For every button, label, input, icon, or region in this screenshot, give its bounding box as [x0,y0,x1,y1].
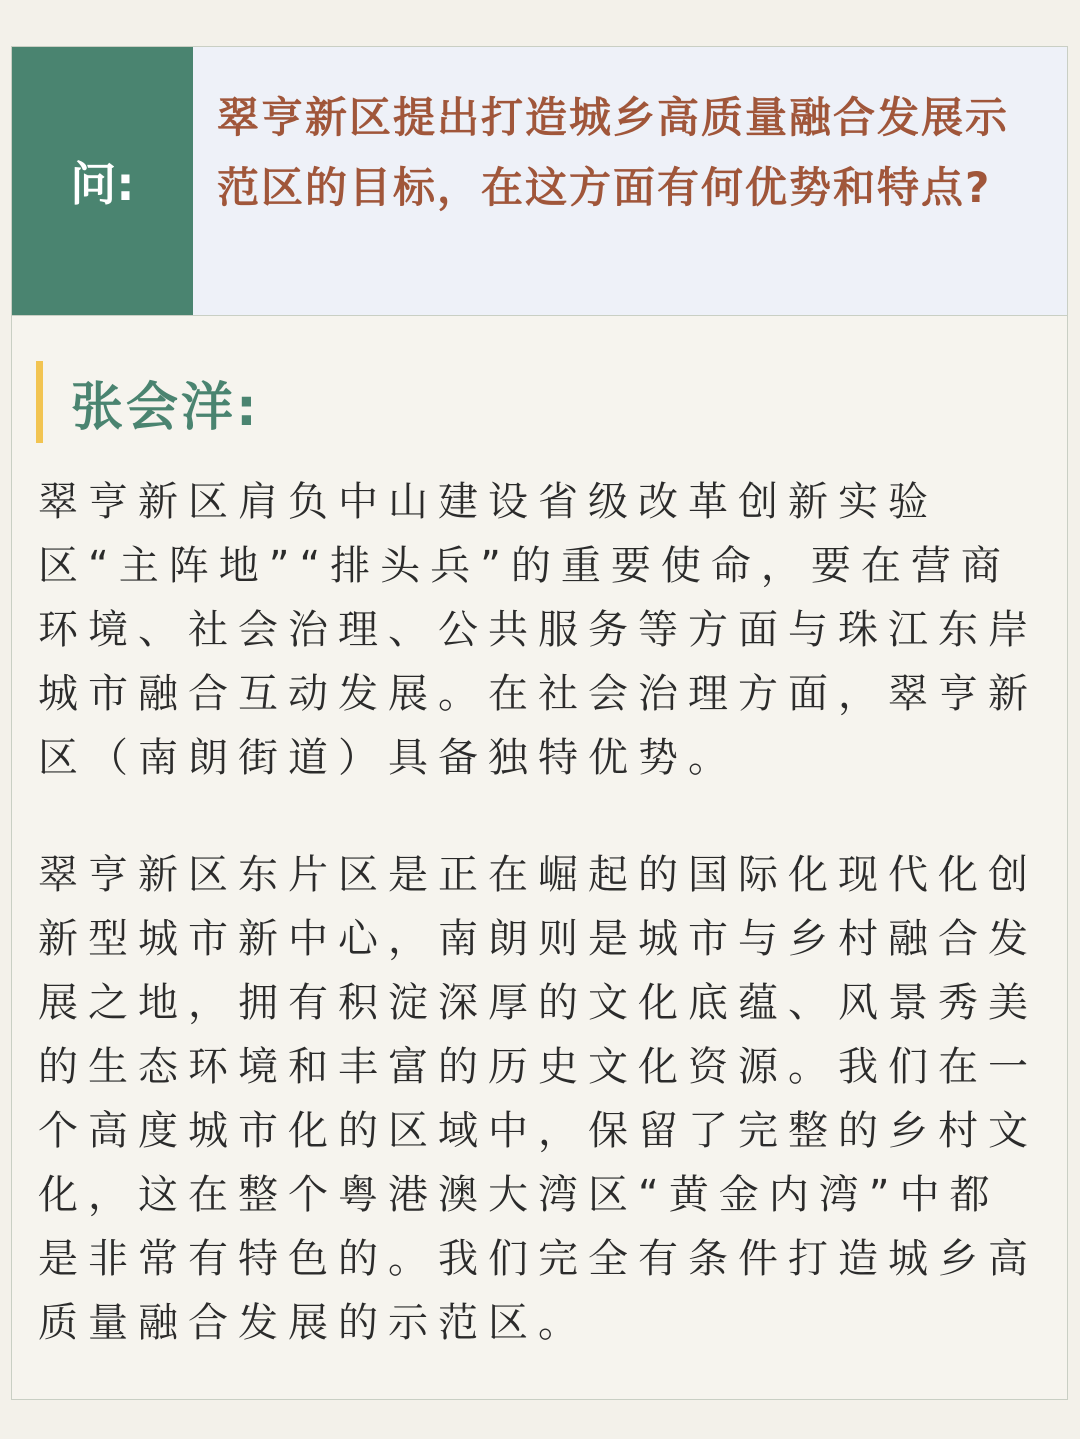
speaker-heading [36,361,260,443]
speaker-name: 张会洋: [71,377,260,438]
answer-paragraph-1: 翠亨新区肩负中山建设省级改革创新实验区“主阵地”“排头兵”的重要使命，要在营商环境、社会治理、公共服务等方面与珠江东岸城市融合互动发展。在社会治理方面，翠亨新区（南朗街道）具备独特优势。 [38,479,1038,781]
question-row [12,47,1067,316]
answer-paragraph-2: 翠亨新区东片区是正在崛起的国际化现代化创新型城市新中心，南朗则是城市与乡村融合发展之地，拥有积淀深厚的文化底蕴、风景秀美的生态环境和丰富的历史文化资源。我们在一个高度城市化的区域中，保留了完整的乡村文化，这在整个粤港澳大湾区“黄金内湾”中都是非常有特色的。我们完全有条件打造城乡高质量融合发展的示范区。 [38,852,1038,1346]
question-text: 翠亨新区提出打造城乡高质量融合发展示范区的目标，在这方面有何优势和特点? [217,93,1010,212]
accent-bar [36,361,43,443]
qa-card [11,46,1068,1400]
question-label: 问: [12,47,193,315]
question-box [193,47,1067,315]
